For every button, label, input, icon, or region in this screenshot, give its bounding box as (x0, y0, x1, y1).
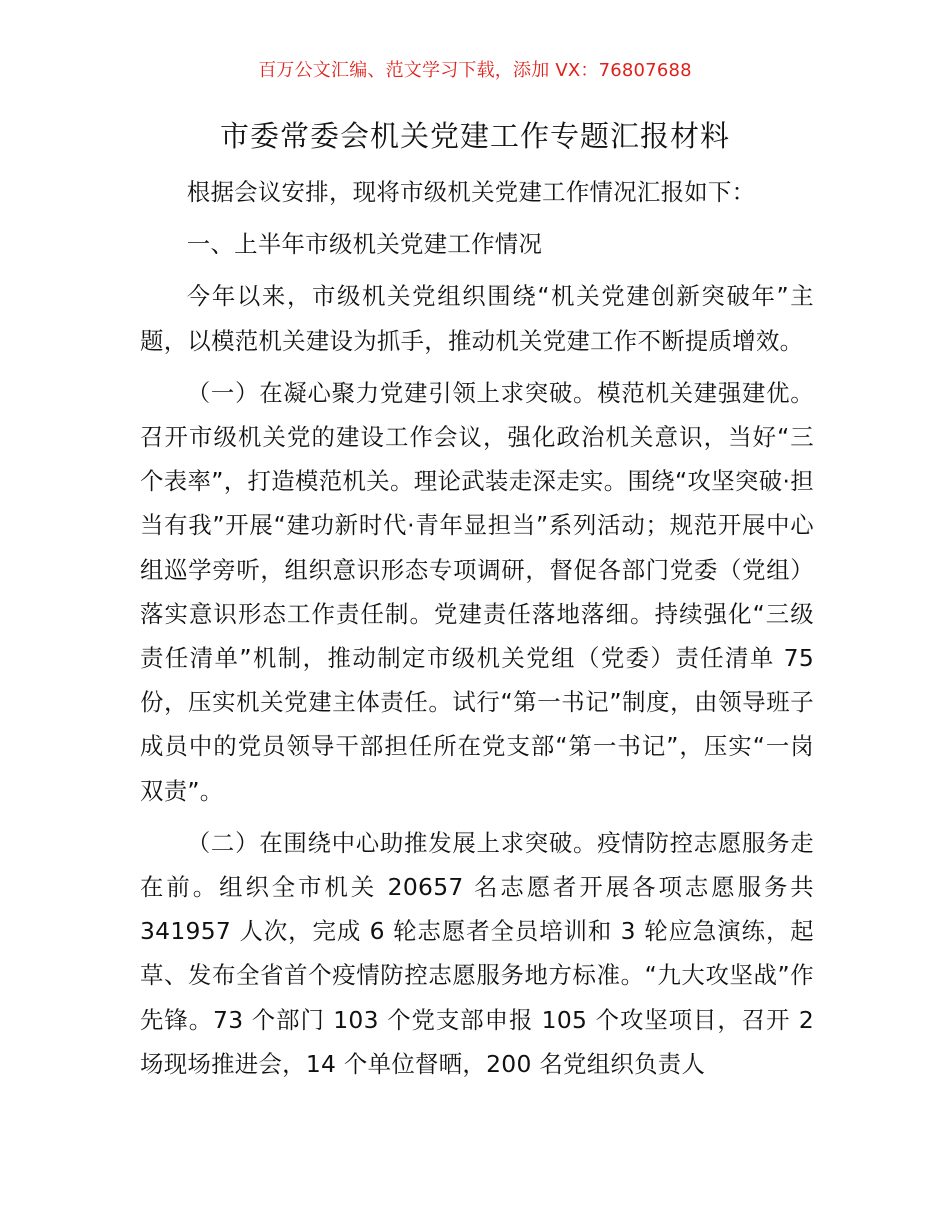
document-title: 市委常委会机关党建工作专题汇报材料 (219, 119, 730, 153)
paragraph-section-1: （一）在凝心聚力党建引领上求突破。模范机关建强建优。召开市级机关党的建设工作会议，强化政治机关意识，当好“三个表率”，打造模范机关。理论武装走深走实。围绕“攻坚突破·担当有我”开展“建功新时代·青年显担当”系列活动；规范开展中心组巡学旁听，组织意识形态专项调研，督促各部门党委（党组）落实意识形态工作责任制。党建责任落地落细。持续强化“三级责任清单”机制，推动制定市级机关党组（党委）责任清单 75 份，压实机关党建主体责任。试行“第一书记”制度，由领导班子成员中的党员领导干部担任所在党支部“第一书记”，压实“一岗双责”。 (140, 378, 814, 805)
watermark-banner: 百万公文汇编、范文学习下载，添加 VX：76807688 (258, 60, 692, 81)
paragraph-overview: 今年以来，市级机关党组织围绕“机关党建创新突破年”主题，以模范机关建设为抓手，推动机关党建工作不断提质增效。 (140, 282, 814, 355)
document-body (140, 170, 814, 1094)
paragraph-section-2: （二）在围绕中心助推发展上求突破。疫情防控志愿服务走在前。组织全市机关 20657 名志愿者开展各项志愿服务共 341957 人次，完成 6 轮志愿者全员培训和 3 轮应急演练，起草、发布全省首个疫情防控志愿服务地方标准。“九大攻坚战”作先锋。73 个部门 103 个党支部申报 105 个攻坚项目，召开 2 场现场推进会，14 个单位督晒，200 名党组织负责人 (140, 828, 814, 1078)
paragraph-intro: 根据会议安排，现将市级机关党建工作情况汇报如下： (186, 178, 756, 206)
section-heading: 一、上半年市级机关党建工作情况 (186, 230, 543, 259)
